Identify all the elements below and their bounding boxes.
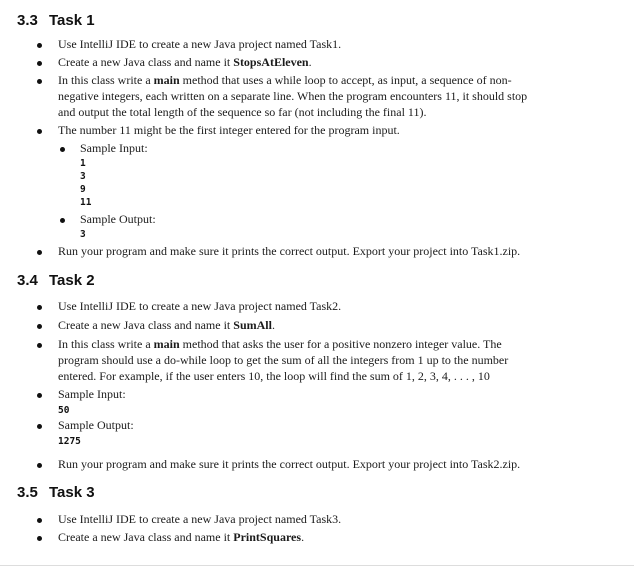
task2-bullet-3-line3: entered. For example, if the user enters 10, the loop will find the sum of 1, 2, 3, 4, . . . , 10 bbox=[58, 369, 490, 383]
bullet-icon bbox=[37, 43, 42, 48]
bullet-icon bbox=[37, 129, 42, 134]
task2-bullet-3-line2: program should use a do-while loop to get the sum of all the integers from 1 up to the number bbox=[58, 353, 509, 367]
bullet-icon bbox=[37, 393, 42, 398]
class-name-stopsateleven: StopsAtEleven bbox=[233, 55, 309, 69]
task1-bullet-2: Create a new Java class and name it StopsAtEleven. bbox=[58, 55, 312, 69]
task3-bullet-1: Use IntelliJ IDE to create a new Java project named Task3. bbox=[58, 512, 342, 526]
task1-sample-input-4: 11 bbox=[80, 197, 92, 208]
task2-bullet-3-line1: In this class write a main method that asks the user for a positive nonzero integer value. The bbox=[58, 337, 502, 351]
bullet-icon bbox=[37, 250, 42, 255]
bullet-icon bbox=[37, 61, 42, 66]
section-title: Task 2 bbox=[49, 272, 95, 289]
task2-sample-input-value: 50 bbox=[58, 405, 70, 416]
section-title: Task 3 bbox=[49, 484, 95, 501]
task1-sample-input-1: 1 bbox=[80, 158, 86, 169]
task2-sample-output-value: 1275 bbox=[58, 436, 81, 447]
task1-sample-input-2: 3 bbox=[80, 171, 86, 182]
task2-bullet-2: Create a new Java class and name it SumAll. bbox=[58, 318, 275, 332]
task2-sample-input-label: Sample Input: bbox=[58, 387, 126, 401]
task2-sample-output-label: Sample Output: bbox=[58, 418, 134, 432]
class-name-printsquares: PrintSquares bbox=[233, 530, 302, 544]
bullet-icon bbox=[37, 536, 42, 541]
task1-bullet-3-line1: In this class write a main method that uses a while loop to accept, as input, a sequence of non- bbox=[58, 73, 512, 87]
bullet-icon bbox=[60, 147, 65, 152]
bullet-icon bbox=[37, 305, 42, 310]
bullet-icon bbox=[37, 463, 42, 468]
task1-bullet-3-line2: negative integers, each written on a separate line. When the program encounters 11, it should stop bbox=[58, 89, 528, 103]
bullet-icon bbox=[37, 79, 42, 84]
section-number: 3.4 bbox=[17, 272, 38, 289]
task3-bullet-2: Create a new Java class and name it PrintSquares. bbox=[58, 530, 305, 544]
class-name-sumall: SumAll bbox=[233, 318, 272, 332]
bullet-icon bbox=[37, 424, 42, 429]
task1-sample-input-3: 9 bbox=[80, 184, 86, 195]
task2-bullet-1: Use IntelliJ IDE to create a new Java project named Task2. bbox=[58, 299, 342, 313]
task1-sample-output-value: 3 bbox=[80, 229, 86, 240]
task1-bullet-3-line3: and output the total length of the sequence so far (not including the final 11). bbox=[58, 105, 427, 119]
section-heading-task3 bbox=[17, 484, 95, 502]
task2-bullet-4: Run your program and make sure it prints the correct output. Export your project into Task2.zip. bbox=[58, 457, 521, 471]
task1-sample-input-label: Sample Input: bbox=[80, 141, 148, 155]
bottom-divider bbox=[0, 565, 634, 566]
section-heading-task2 bbox=[17, 272, 95, 290]
section-title: Task 1 bbox=[49, 12, 95, 29]
bullet-icon bbox=[37, 343, 42, 348]
task1-sample-output-label: Sample Output: bbox=[80, 212, 156, 226]
task1-bullet-5: Run your program and make sure it prints the correct output. Export your project into Task1.zip. bbox=[58, 244, 521, 258]
section-heading-task1 bbox=[17, 12, 95, 30]
bullet-icon bbox=[37, 518, 42, 523]
bullet-icon bbox=[60, 218, 65, 223]
task1-bullet-1: Use IntelliJ IDE to create a new Java project named Task1. bbox=[58, 37, 342, 51]
section-number: 3.3 bbox=[17, 12, 38, 29]
task1-bullet-4: The number 11 might be the first integer entered for the program input. bbox=[58, 123, 400, 137]
bullet-icon bbox=[37, 324, 42, 329]
section-number: 3.5 bbox=[17, 484, 38, 501]
